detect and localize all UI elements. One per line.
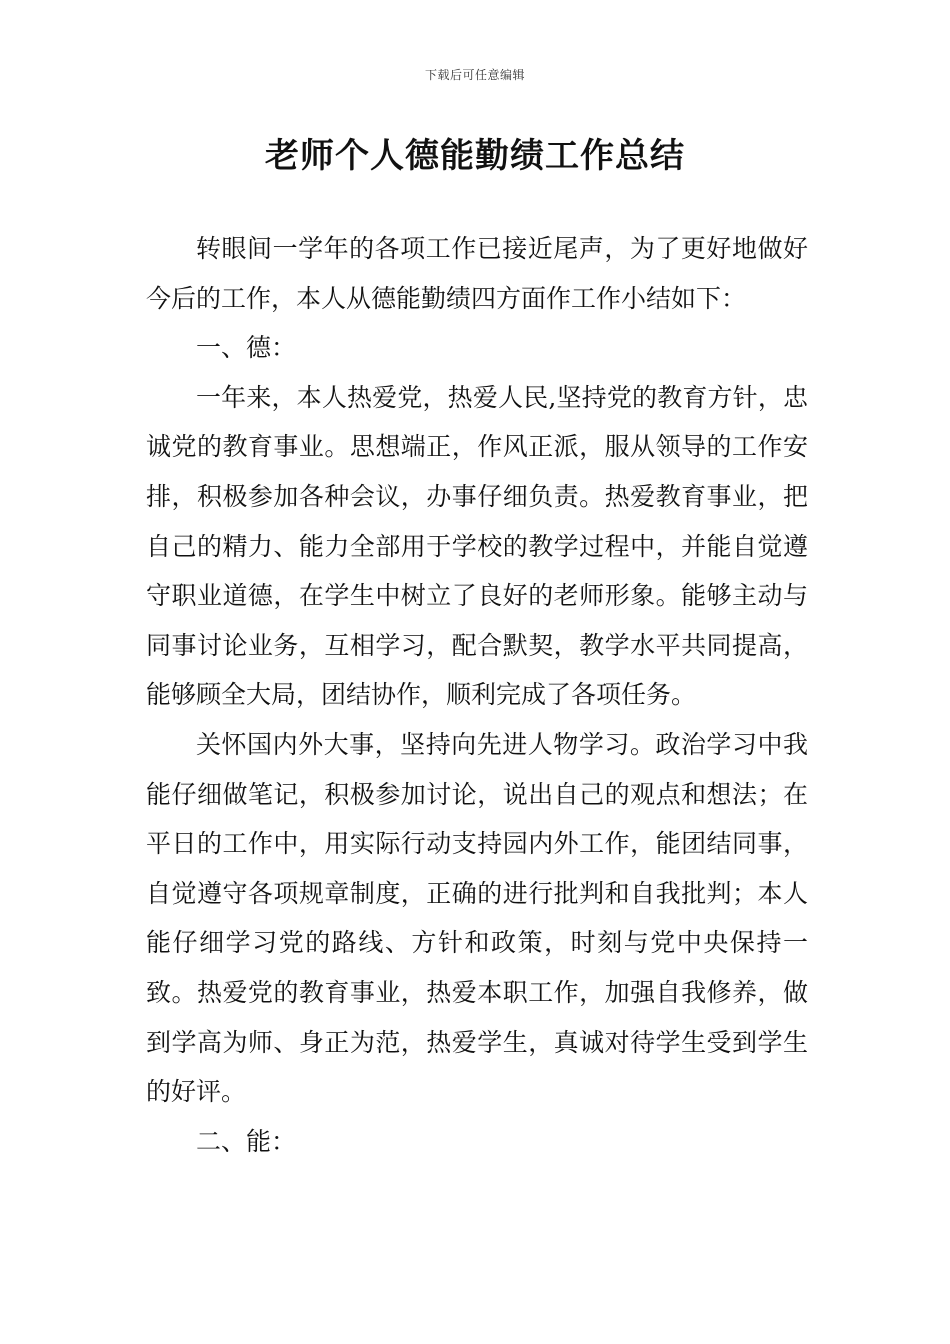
document-body [146,224,808,1166]
body-paragraph: 关怀国内外大事，坚持向先进人物学习。政治学习中我能仔细做笔记，积极参加讨论，说出自己的观点和想法；在平日的工作中，用实际行动支持园内外工作，能团结同事，自觉遵守各项规章制度，正确的进行批判和自我批判；本人能仔细学习党的路线、方针和政策，时刻与党中央保持一致。热爱党的教育事业，热爱本职工作，加强自我修养，做到学高为师、身正为范，热爱学生，真诚对待学生受到学生的好评。 [146,729,808,1107]
section-heading-neng: 二、能： [196,1126,297,1156]
body-paragraph: 一年来，本人热爱党，热爱人民,坚持党的教育方针，忠诚党的教育事业。思想端正，作风正派，服从领导的工作安排，积极参加各种会议，办事仔细负责。热爱教育事业，把自己的精力、能力全部用于学校的教学过程中，并能自觉遵守职业道德，在学生中树立了良好的老师形象。能够主动与同事讨论业务，互相学习，配合默契，教学水平共同提高，能够顾全大局，团结协作，顺利完成了各项任务。 [146,382,808,710]
document-title: 老师个人德能勤绩工作总结 [265,136,685,176]
section-heading-de: 一、德： [196,333,297,363]
intro-paragraph: 转眼间一学年的各项工作已接近尾声，为了更好地做好今后的工作，本人从德能勤绩四方面作工作小结如下： [146,234,808,313]
header-note: 下载后可任意编辑 [424,68,525,82]
